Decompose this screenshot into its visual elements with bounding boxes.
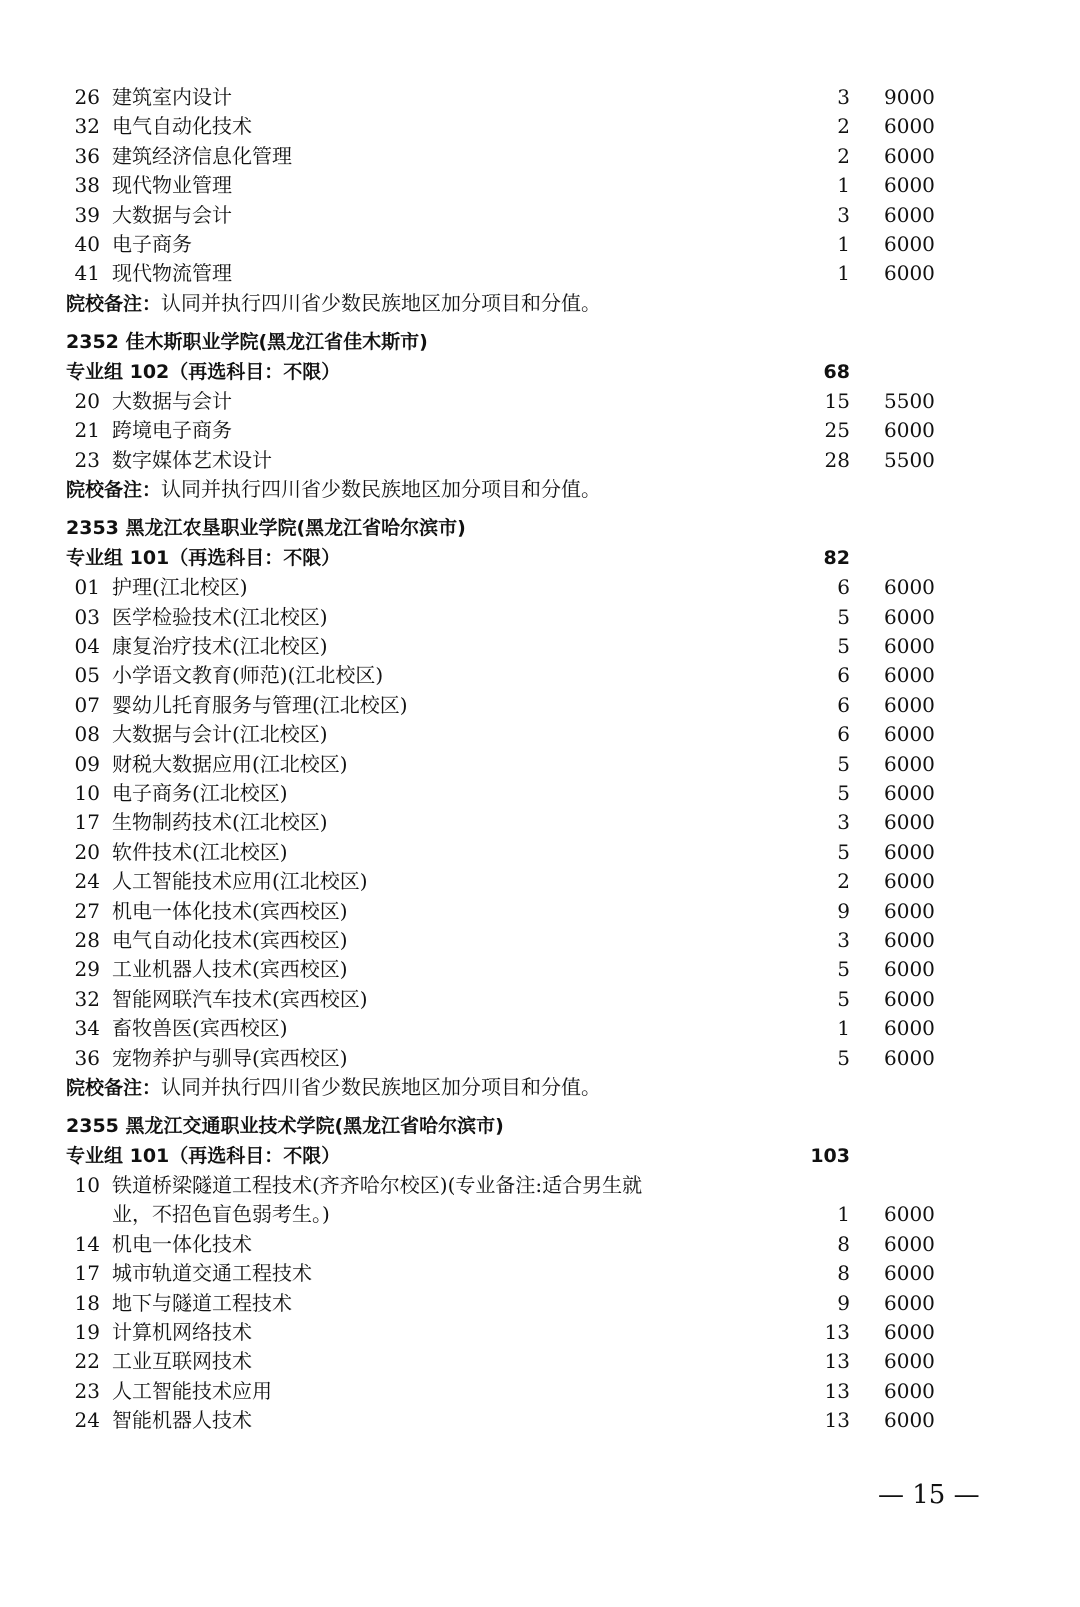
major-name: 宠物养护与驯导(宾西校区) xyxy=(112,1045,348,1070)
tuition-fee: 6000 xyxy=(884,173,935,198)
plan-count: 5 xyxy=(837,1045,850,1070)
tuition-fee: 6000 xyxy=(884,1349,935,1374)
major-name: 工业机器人技术(宾西校区) xyxy=(112,957,348,982)
major-name: 建筑室内设计 xyxy=(112,85,232,109)
tuition-fee: 6000 xyxy=(884,839,935,864)
major-row xyxy=(0,201,1080,230)
major-row xyxy=(0,720,1080,749)
tuition-fee: 6000 xyxy=(884,1016,935,1041)
plan-count: 1 xyxy=(837,1016,850,1041)
plan-count: 5 xyxy=(837,986,850,1011)
group-count: 82 xyxy=(823,546,850,569)
major-name: 婴幼儿托育服务与管理(江北校区) xyxy=(112,692,408,717)
tuition-fee: 6000 xyxy=(884,1231,935,1256)
school-header xyxy=(0,1112,1080,1141)
plan-count: 3 xyxy=(837,927,850,952)
tuition-fee: 6000 xyxy=(884,986,935,1011)
major-name: 财税大数据应用(江北校区) xyxy=(112,751,348,776)
plan-count: 15 xyxy=(824,388,850,413)
major-row xyxy=(0,1377,1080,1406)
plan-count: 3 xyxy=(837,202,850,227)
plan-count: 6 xyxy=(837,722,850,747)
tuition-fee: 6000 xyxy=(884,143,935,168)
school-header xyxy=(0,328,1080,357)
plan-count: 13 xyxy=(824,1378,850,1403)
tuition-fee: 6000 xyxy=(884,810,935,835)
plan-count: 13 xyxy=(824,1349,850,1374)
plan-count: 2 xyxy=(837,143,850,168)
note-line xyxy=(66,475,601,505)
major-code: 19 xyxy=(74,1320,100,1345)
major-row xyxy=(0,955,1080,984)
school-note xyxy=(0,1073,1080,1102)
major-row-continued xyxy=(0,1200,1080,1229)
major-row xyxy=(0,838,1080,867)
tuition-fee: 6000 xyxy=(884,1320,935,1345)
major-name-continued: 业，不招色盲色弱考生。) xyxy=(112,1202,330,1227)
major-code: 27 xyxy=(74,898,100,923)
school-header xyxy=(0,514,1080,543)
plan-count: 8 xyxy=(837,1231,850,1256)
tuition-fee: 6000 xyxy=(884,1290,935,1315)
tuition-fee: 6000 xyxy=(884,604,935,629)
major-code: 32 xyxy=(74,986,100,1011)
plan-count: 5 xyxy=(837,839,850,864)
major-row xyxy=(0,387,1080,416)
major-row xyxy=(0,1171,1080,1200)
major-name: 智能网联汽车技术(宾西校区) xyxy=(112,986,368,1011)
note-line xyxy=(66,1073,601,1103)
major-code: 41 xyxy=(74,261,100,286)
tuition-fee: 6000 xyxy=(884,1261,935,1286)
major-name: 生物制药技术(江北校区) xyxy=(112,810,328,835)
major-code: 20 xyxy=(74,839,100,864)
plan-count: 1 xyxy=(837,173,850,198)
document-body xyxy=(0,83,1080,1436)
plan-count: 2 xyxy=(837,114,850,139)
major-row xyxy=(0,1318,1080,1347)
plan-count: 5 xyxy=(837,957,850,982)
major-code: 04 xyxy=(74,634,100,659)
major-row xyxy=(0,779,1080,808)
tuition-fee: 6000 xyxy=(884,1378,935,1403)
plan-count: 5 xyxy=(837,751,850,776)
major-name: 大数据与会计(江北校区) xyxy=(112,722,328,747)
major-code: 36 xyxy=(74,143,100,168)
plan-count: 2 xyxy=(837,869,850,894)
major-name: 机电一体化技术 xyxy=(112,1231,252,1256)
tuition-fee: 5500 xyxy=(884,388,935,413)
major-code: 23 xyxy=(74,1378,100,1403)
major-row xyxy=(0,661,1080,690)
major-row xyxy=(0,171,1080,200)
major-row xyxy=(0,603,1080,632)
tuition-fee: 6000 xyxy=(884,692,935,717)
major-code: 21 xyxy=(74,418,100,443)
plan-count: 5 xyxy=(837,604,850,629)
group-name: 专业组 102（再选科目：不限） xyxy=(66,360,341,383)
major-name: 铁道桥梁隧道工程技术(齐齐哈尔校区)(专业备注:适合男生就 xyxy=(112,1173,643,1198)
plan-count: 6 xyxy=(837,575,850,600)
tuition-fee: 6000 xyxy=(884,575,935,600)
note-label: 院校备注： xyxy=(66,1076,162,1099)
major-group xyxy=(0,544,1080,573)
tuition-fee: 6000 xyxy=(884,780,935,805)
plan-count: 5 xyxy=(837,634,850,659)
major-code: 14 xyxy=(74,1231,100,1256)
plan-count: 25 xyxy=(824,418,850,443)
major-name: 计算机网络技术 xyxy=(112,1320,252,1345)
major-code: 17 xyxy=(74,1261,100,1286)
tuition-fee: 6000 xyxy=(884,898,935,923)
plan-count: 6 xyxy=(837,663,850,688)
major-code: 17 xyxy=(74,810,100,835)
major-code: 26 xyxy=(74,85,100,109)
tuition-fee: 6000 xyxy=(884,261,935,286)
major-name: 机电一体化技术(宾西校区) xyxy=(112,898,348,923)
plan-count: 1 xyxy=(837,1202,850,1227)
major-name: 智能机器人技术 xyxy=(112,1408,252,1433)
major-code: 18 xyxy=(74,1290,100,1315)
major-code: 22 xyxy=(74,1349,100,1374)
major-code: 07 xyxy=(74,692,100,717)
major-name: 畜牧兽医(宾西校区) xyxy=(112,1016,288,1041)
major-name: 地下与隧道工程技术 xyxy=(112,1290,292,1315)
major-code: 20 xyxy=(74,388,100,413)
plan-count: 1 xyxy=(837,261,850,286)
major-row xyxy=(0,112,1080,141)
plan-count: 5 xyxy=(837,780,850,805)
major-group xyxy=(0,358,1080,387)
note-text: 认同并执行四川省少数民族地区加分项目和分值。 xyxy=(161,1074,602,1099)
major-row xyxy=(0,83,1080,112)
major-name: 人工智能技术应用(江北校区) xyxy=(112,869,368,894)
major-code: 05 xyxy=(74,663,100,688)
school-note xyxy=(0,289,1080,318)
major-row xyxy=(0,230,1080,259)
major-code: 03 xyxy=(74,604,100,629)
major-code: 40 xyxy=(74,231,100,256)
major-code: 01 xyxy=(74,575,100,600)
major-row xyxy=(0,259,1080,288)
tuition-fee: 6000 xyxy=(884,231,935,256)
group-count: 68 xyxy=(823,360,850,383)
major-row xyxy=(0,691,1080,720)
major-name: 数字媒体艺术设计 xyxy=(112,447,272,472)
tuition-fee: 6000 xyxy=(884,418,935,443)
major-code: 10 xyxy=(74,780,100,805)
note-label: 院校备注： xyxy=(66,292,162,315)
major-code: 08 xyxy=(74,722,100,747)
major-row xyxy=(0,808,1080,837)
plan-count: 3 xyxy=(837,85,850,109)
tuition-fee: 5500 xyxy=(884,447,935,472)
plan-count: 13 xyxy=(824,1320,850,1345)
major-row xyxy=(0,926,1080,955)
major-name: 护理(江北校区) xyxy=(112,575,248,600)
major-code: 38 xyxy=(74,173,100,198)
plan-count: 9 xyxy=(837,1290,850,1315)
major-code: 24 xyxy=(74,1408,100,1433)
major-row xyxy=(0,632,1080,661)
major-row xyxy=(0,1347,1080,1376)
plan-count: 9 xyxy=(837,898,850,923)
major-row xyxy=(0,867,1080,896)
school-name: 2353 黑龙江农垦职业学院(黑龙江省哈尔滨市) xyxy=(66,517,466,540)
plan-count: 13 xyxy=(824,1408,850,1433)
note-text: 认同并执行四川省少数民族地区加分项目和分值。 xyxy=(161,477,602,502)
major-name: 电气自动化技术 xyxy=(112,114,252,139)
major-row xyxy=(0,1014,1080,1043)
major-name: 人工智能技术应用 xyxy=(112,1378,272,1403)
major-row xyxy=(0,1259,1080,1288)
tuition-fee: 9000 xyxy=(884,85,935,109)
tuition-fee: 6000 xyxy=(884,663,935,688)
note-text: 认同并执行四川省少数民族地区加分项目和分值。 xyxy=(161,290,602,315)
tuition-fee: 6000 xyxy=(884,869,935,894)
major-name: 大数据与会计 xyxy=(112,202,232,227)
major-row xyxy=(0,416,1080,445)
major-name: 建筑经济信息化管理 xyxy=(112,143,292,168)
group-name: 专业组 101（再选科目：不限） xyxy=(66,546,341,569)
major-name: 城市轨道交通工程技术 xyxy=(112,1261,312,1286)
tuition-fee: 6000 xyxy=(884,927,935,952)
school-note xyxy=(0,475,1080,504)
school-name: 2355 黑龙江交通职业技术学院(黑龙江省哈尔滨市) xyxy=(66,1115,504,1138)
note-label: 院校备注： xyxy=(66,479,162,502)
major-row xyxy=(0,1044,1080,1073)
major-name: 电子商务 xyxy=(112,231,192,256)
major-row xyxy=(0,1289,1080,1318)
major-name: 现代物流管理 xyxy=(112,261,232,286)
major-name: 电气自动化技术(宾西校区) xyxy=(112,927,348,952)
major-code: 10 xyxy=(74,1173,100,1198)
major-code: 32 xyxy=(74,114,100,139)
major-code: 39 xyxy=(74,202,100,227)
major-name: 现代物业管理 xyxy=(112,173,232,198)
major-name: 大数据与会计 xyxy=(112,388,232,413)
major-name: 电子商务(江北校区) xyxy=(112,780,288,805)
major-group xyxy=(0,1142,1080,1171)
major-code: 09 xyxy=(74,751,100,776)
major-row xyxy=(0,985,1080,1014)
tuition-fee: 6000 xyxy=(884,634,935,659)
major-name: 软件技术(江北校区) xyxy=(112,839,288,864)
major-code: 29 xyxy=(74,957,100,982)
major-name: 小学语文教育(师范)(江北校区) xyxy=(112,663,384,688)
plan-count: 6 xyxy=(837,692,850,717)
major-row xyxy=(0,1230,1080,1259)
major-name: 医学检验技术(江北校区) xyxy=(112,604,328,629)
major-name: 工业互联网技术 xyxy=(112,1349,252,1374)
plan-count: 1 xyxy=(837,231,850,256)
major-row xyxy=(0,1406,1080,1435)
tuition-fee: 6000 xyxy=(884,1408,935,1433)
major-code: 34 xyxy=(74,1016,100,1041)
major-row xyxy=(0,573,1080,602)
major-row xyxy=(0,446,1080,475)
major-code: 24 xyxy=(74,869,100,894)
major-row xyxy=(0,142,1080,171)
group-count: 103 xyxy=(810,1144,850,1167)
page-number: — 15 — xyxy=(878,1480,980,1510)
major-name: 康复治疗技术(江北校区) xyxy=(112,634,328,659)
plan-count: 8 xyxy=(837,1261,850,1286)
plan-count: 3 xyxy=(837,810,850,835)
plan-count: 28 xyxy=(824,447,850,472)
tuition-fee: 6000 xyxy=(884,751,935,776)
note-line xyxy=(66,289,601,319)
group-name: 专业组 101（再选科目：不限） xyxy=(66,1144,341,1167)
tuition-fee: 6000 xyxy=(884,1045,935,1070)
major-code: 36 xyxy=(74,1045,100,1070)
major-name: 跨境电子商务 xyxy=(112,418,232,443)
school-name: 2352 佳木斯职业学院(黑龙江省佳木斯市) xyxy=(66,331,428,354)
tuition-fee: 6000 xyxy=(884,114,935,139)
major-code: 23 xyxy=(74,447,100,472)
major-row xyxy=(0,897,1080,926)
major-row xyxy=(0,750,1080,779)
tuition-fee: 6000 xyxy=(884,1202,935,1227)
tuition-fee: 6000 xyxy=(884,722,935,747)
tuition-fee: 6000 xyxy=(884,957,935,982)
tuition-fee: 6000 xyxy=(884,202,935,227)
major-code: 28 xyxy=(74,927,100,952)
